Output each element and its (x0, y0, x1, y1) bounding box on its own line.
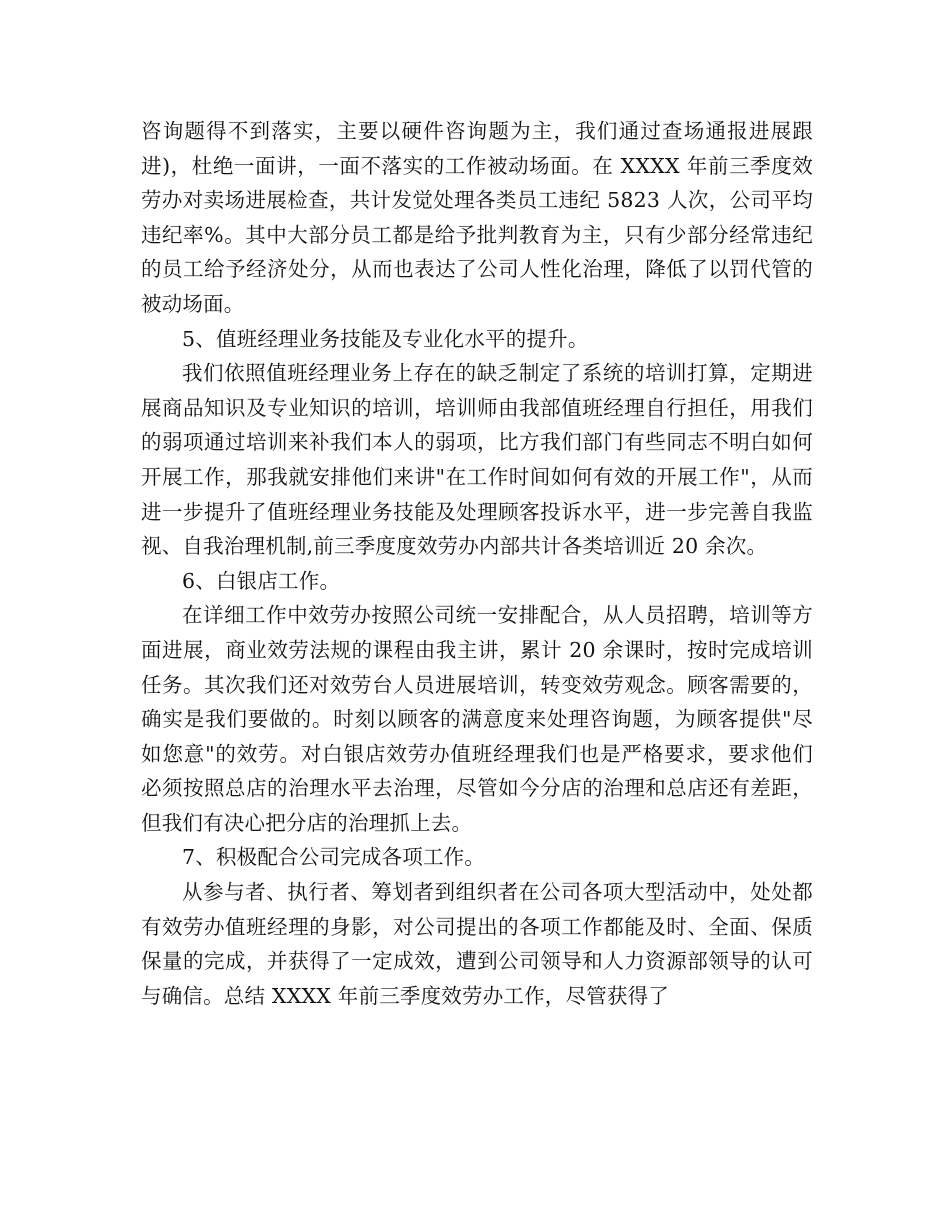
section-heading-6: 6、白银店工作。 (182, 568, 341, 593)
paragraph-company-cooperation: 从参与者、执行者、筹划者到组织者在公司各项大型活动中，处处都有效劳办值班经理的身影，对公司提出的各项工作都能及时、全面、保质保量的完成，并获得了一定成效，遭到公司领导和人力资源部领导的认可与确信。总结 XXXX 年前三季度效劳办工作，尽管获得了 (141, 880, 813, 1008)
paragraph-baiyin-store: 在详细工作中效劳办按照公司统一安排配合，从人员招聘，培训等方面进展，商业效劳法规的课程由我主讲，累计 20 余课时，按时完成培训任务。其次我们还对效劳台人员进展培训，转变效劳观念。顾客需要的，确实是我们要做的。时刻以顾客的满意度来处理咨询题，为顾客提供"尽如您意"的效劳。对白银店效劳办值班经理我们也是严格要求，要求他们必须按照总店的治理水平去治理，尽管如今分店的治理和总店还有差距，但我们有决心把分店的治理抓上去。 (141, 603, 813, 835)
paragraph-training: 我们依照值班经理业务上存在的缺乏制定了系统的培训打算，定期进展商品知识及专业知识的培训，培训师由我部值班经理自行担任，用我们的弱项通过培训来补我们本人的弱项，比方我们部门有些同志不明白如何开展工作，那我就安排他们来讲"在工作时间如何有效的开展工作"，从而进一步提升了值班经理业务技能及处理顾客投诉水平，进一步完善自我监视、自我治理机制,前三季度度效劳办内部共计各类培训近 20 余次。 (141, 361, 813, 559)
document-body (141, 114, 813, 1013)
section-heading-7: 7、积极配合公司完成各项工作。 (182, 845, 486, 870)
paragraph-violations: 咨询题得不到落实，主要以硬件咨询题为主，我们通过查场通报进展跟进)，杜绝一面讲，一面不落实的工作被动场面。在 XXXX 年前三季度效劳办对卖场进展检查，共计发觉处理各类员工违纪 5823 人次，公司平均违纪率%。其中大部分员工都是给予批判教育为主，只有少部分经常违纪的员工给予经济处分，从而也表达了公司人性化治理，降低了以罚代管的被动场面。 (141, 119, 813, 316)
section-heading-5: 5、值班经理业务技能及专业化水平的提升。 (182, 326, 589, 351)
